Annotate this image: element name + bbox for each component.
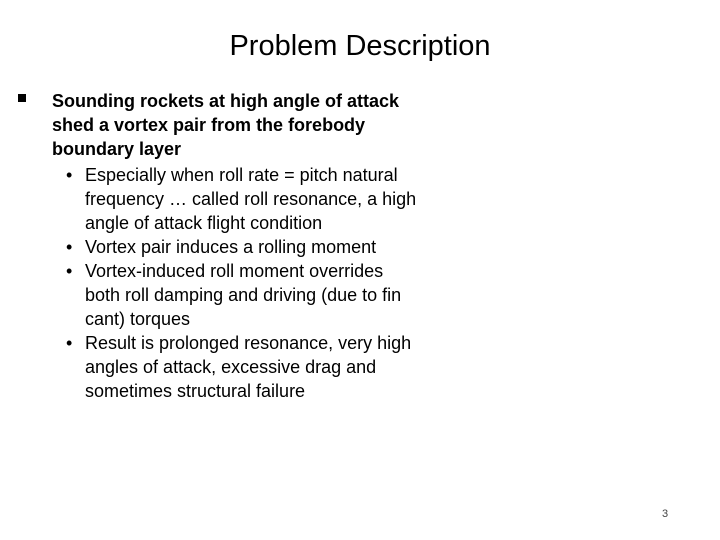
slide-title: Problem Description — [229, 30, 491, 62]
sub-bullet-list — [52, 163, 418, 403]
sub-bullet-text: Vortex pair induces a rolling moment — [85, 237, 377, 257]
square-bullet-icon — [18, 94, 26, 102]
sub-bullet-item — [52, 235, 418, 259]
sub-bullet-text: Especially when roll rate = pitch natural frequency … called roll resonance, a high angle of attack flight condition — [85, 165, 417, 233]
sub-bullet-item — [52, 259, 418, 331]
dot-bullet-icon: • — [66, 237, 73, 257]
sub-bullet-item — [52, 163, 418, 235]
sub-bullet-text: Result is prolonged resonance, very high angles of attack, excessive drag and sometimes structural failure — [85, 333, 412, 401]
dot-bullet-icon: • — [66, 333, 73, 353]
dot-bullet-icon: • — [66, 261, 73, 281]
dot-bullet-icon: • — [66, 165, 73, 185]
page-number: 3 — [662, 508, 669, 520]
sub-bullet-text: Vortex-induced roll moment overrides both roll damping and driving (due to fin cant) torques — [85, 261, 402, 329]
sub-bullet-item — [52, 331, 418, 403]
main-bullet — [18, 89, 418, 403]
main-bullet-text: Sounding rockets at high angle of attack shed a vortex pair from the forebody boundary layer — [52, 91, 400, 159]
